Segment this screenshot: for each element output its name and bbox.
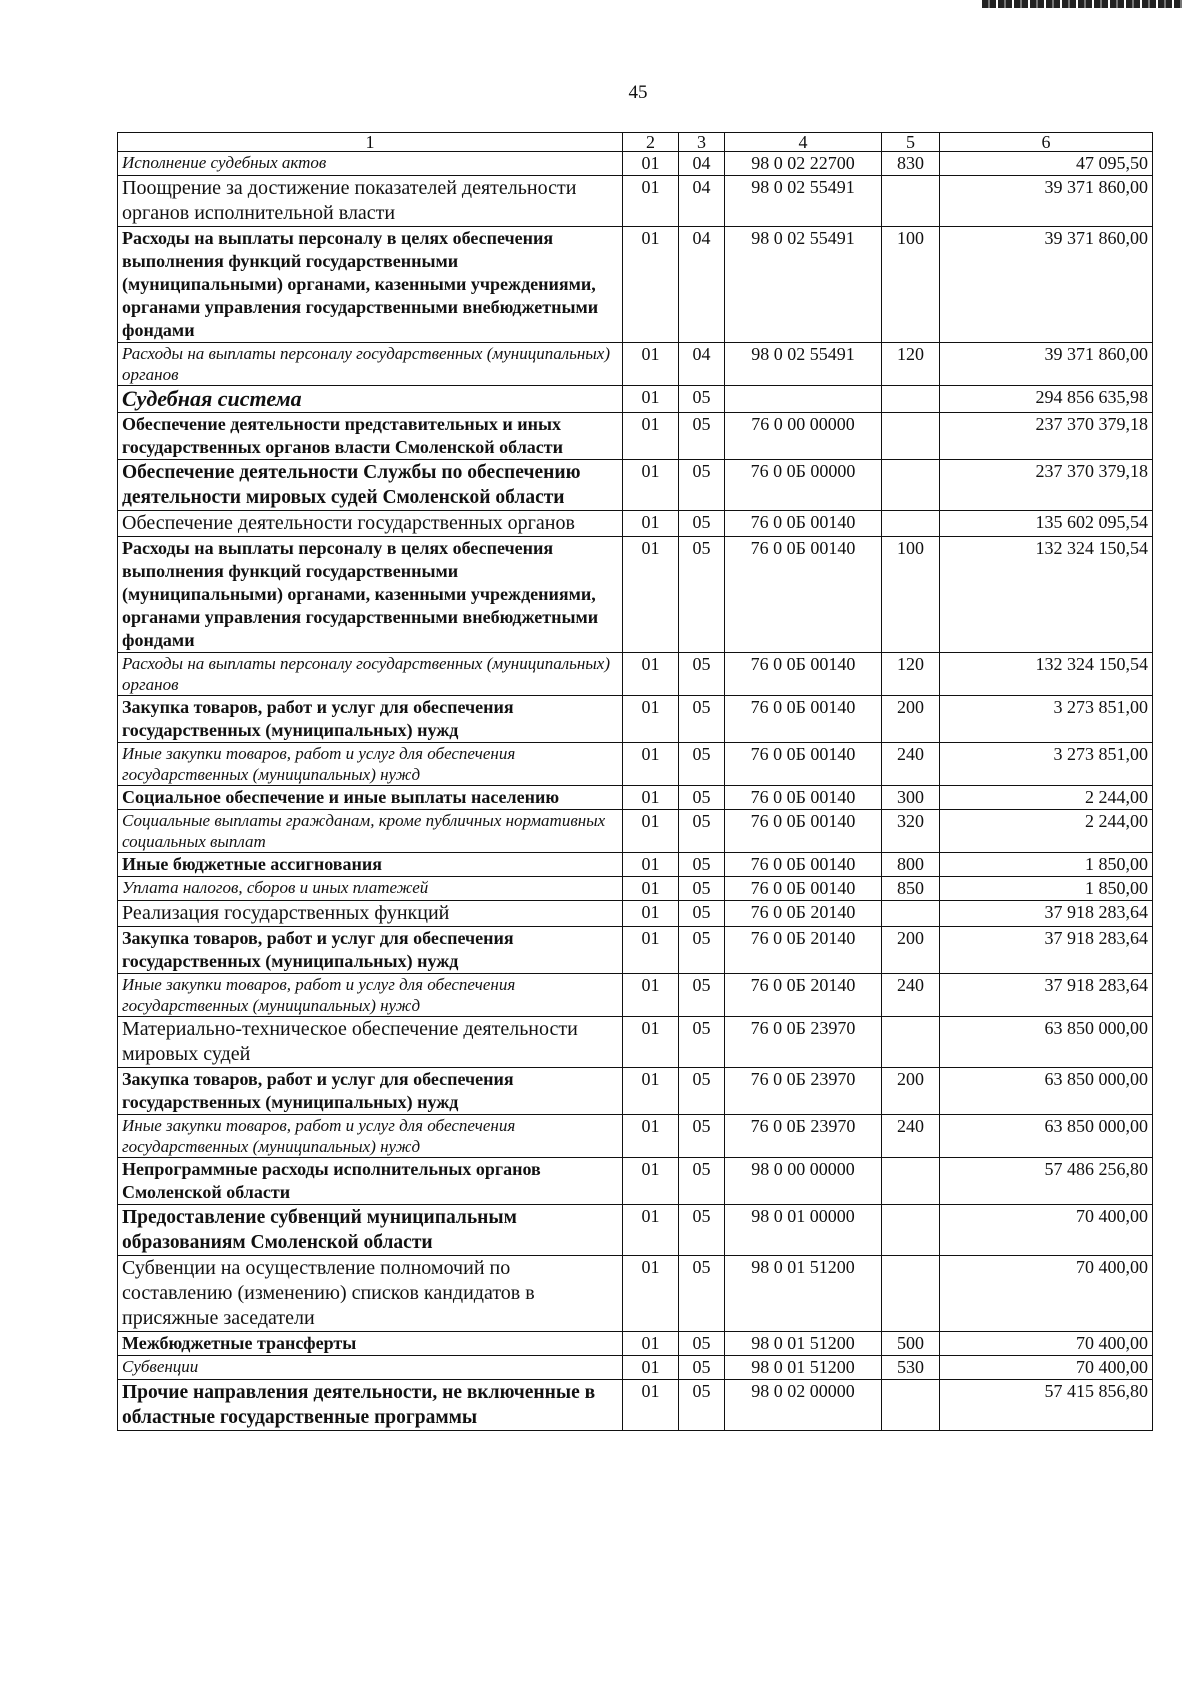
row-target-article: 76 0 0Б 00140	[725, 511, 882, 537]
row-name: Иные закупки товаров, работ и услуг для обеспечения государственных (муниципальных) нужд	[118, 1115, 623, 1158]
row-expense-type: 100	[882, 227, 940, 343]
table-row	[118, 927, 1153, 974]
row-section-code: 01	[623, 1256, 679, 1332]
row-target-article: 76 0 0Б 00140	[725, 853, 882, 877]
row-name: Прочие направления деятельности, не включенные в областные государственные программы	[118, 1380, 623, 1431]
row-name: Иные закупки товаров, работ и услуг для обеспечения государственных (муниципальных) нужд	[118, 743, 623, 786]
row-target-article: 98 0 02 55491	[725, 343, 882, 386]
row-amount: 47 095,50	[940, 152, 1153, 176]
row-target-article: 76 0 0Б 00140	[725, 537, 882, 653]
table-row	[118, 1115, 1153, 1158]
row-subsection-code: 05	[679, 1017, 725, 1068]
row-expense-type: 530	[882, 1356, 940, 1380]
row-subsection-code: 04	[679, 227, 725, 343]
row-target-article: 76 0 0Б 20140	[725, 901, 882, 927]
row-section-code: 01	[623, 901, 679, 927]
row-amount: 37 918 283,64	[940, 927, 1153, 974]
row-target-article: 76 0 0Б 00140	[725, 653, 882, 696]
table-row	[118, 343, 1153, 386]
row-amount: 63 850 000,00	[940, 1115, 1153, 1158]
row-subsection-code: 04	[679, 152, 725, 176]
row-subsection-code: 05	[679, 786, 725, 810]
row-subsection-code: 05	[679, 1332, 725, 1356]
row-subsection-code: 05	[679, 1115, 725, 1158]
row-target-article: 98 0 00 00000	[725, 1158, 882, 1205]
table-row	[118, 1017, 1153, 1068]
header-cell: 6	[940, 133, 1153, 152]
table-row	[118, 227, 1153, 343]
row-target-article: 76 0 0Б 00140	[725, 696, 882, 743]
row-expense-type: 240	[882, 1115, 940, 1158]
row-section-code: 01	[623, 152, 679, 176]
header-cell: 2	[623, 133, 679, 152]
row-section-code: 01	[623, 853, 679, 877]
row-section-code: 01	[623, 413, 679, 460]
row-subsection-code: 05	[679, 974, 725, 1017]
row-expense-type: 500	[882, 1332, 940, 1356]
row-subsection-code: 05	[679, 460, 725, 511]
row-section-code: 01	[623, 696, 679, 743]
row-subsection-code: 04	[679, 343, 725, 386]
row-expense-type	[882, 413, 940, 460]
row-subsection-code: 05	[679, 810, 725, 853]
table-row	[118, 176, 1153, 227]
row-amount: 237 370 379,18	[940, 413, 1153, 460]
row-subsection-code: 05	[679, 927, 725, 974]
row-expense-type: 240	[882, 743, 940, 786]
row-amount: 1 850,00	[940, 877, 1153, 901]
row-expense-type: 320	[882, 810, 940, 853]
row-amount: 39 371 860,00	[940, 343, 1153, 386]
row-expense-type	[882, 1380, 940, 1431]
scan-edge-mark	[982, 0, 1182, 8]
table-row	[118, 974, 1153, 1017]
row-amount: 39 371 860,00	[940, 176, 1153, 227]
row-section-code: 01	[623, 927, 679, 974]
row-amount: 3 273 851,00	[940, 743, 1153, 786]
row-amount: 70 400,00	[940, 1356, 1153, 1380]
row-section-code: 01	[623, 1017, 679, 1068]
row-amount: 63 850 000,00	[940, 1068, 1153, 1115]
row-subsection-code: 05	[679, 1256, 725, 1332]
row-amount: 70 400,00	[940, 1205, 1153, 1256]
row-name: Непрограммные расходы исполнительных органов Смоленской области	[118, 1158, 623, 1205]
header-cell: 3	[679, 133, 725, 152]
row-target-article: 76 0 0Б 23970	[725, 1115, 882, 1158]
row-target-article: 76 0 00 00000	[725, 413, 882, 460]
table-row	[118, 511, 1153, 537]
budget-table	[117, 132, 1153, 1431]
row-subsection-code: 05	[679, 653, 725, 696]
row-amount: 57 415 856,80	[940, 1380, 1153, 1431]
row-name: Реализация государственных функций	[118, 901, 623, 927]
row-section-code: 01	[623, 1356, 679, 1380]
row-target-article: 76 0 0Б 00000	[725, 460, 882, 511]
row-expense-type	[882, 1017, 940, 1068]
row-amount: 70 400,00	[940, 1332, 1153, 1356]
table-row	[118, 696, 1153, 743]
row-name: Социальные выплаты гражданам, кроме публичных нормативных социальных выплат	[118, 810, 623, 853]
row-expense-type: 830	[882, 152, 940, 176]
row-section-code: 01	[623, 1068, 679, 1115]
row-subsection-code: 04	[679, 176, 725, 227]
table-row	[118, 877, 1153, 901]
table-row	[118, 653, 1153, 696]
row-subsection-code: 05	[679, 511, 725, 537]
row-expense-type: 240	[882, 974, 940, 1017]
row-section-code: 01	[623, 810, 679, 853]
row-target-article: 76 0 0Б 00140	[725, 786, 882, 810]
row-subsection-code: 05	[679, 743, 725, 786]
row-section-code: 01	[623, 537, 679, 653]
table-row	[118, 1158, 1153, 1205]
row-name: Субвенции	[118, 1356, 623, 1380]
row-subsection-code: 05	[679, 413, 725, 460]
row-name: Уплата налогов, сборов и иных платежей	[118, 877, 623, 901]
table-row	[118, 1332, 1153, 1356]
row-expense-type: 300	[882, 786, 940, 810]
row-name: Обеспечение деятельности государственных органов	[118, 511, 623, 537]
row-name: Межбюджетные трансферты	[118, 1332, 623, 1356]
row-expense-type: 100	[882, 537, 940, 653]
row-target-article: 98 0 01 00000	[725, 1205, 882, 1256]
row-amount: 135 602 095,54	[940, 511, 1153, 537]
row-name: Обеспечение деятельности Службы по обеспечению деятельности мировых судей Смоленской области	[118, 460, 623, 511]
row-target-article: 76 0 0Б 20140	[725, 927, 882, 974]
table-row	[118, 152, 1153, 176]
table-row	[118, 1256, 1153, 1332]
row-section-code: 01	[623, 786, 679, 810]
row-section-code: 01	[623, 743, 679, 786]
row-amount: 63 850 000,00	[940, 1017, 1153, 1068]
row-expense-type	[882, 1256, 940, 1332]
table-row	[118, 537, 1153, 653]
row-amount: 37 918 283,64	[940, 901, 1153, 927]
row-amount: 70 400,00	[940, 1256, 1153, 1332]
row-subsection-code: 05	[679, 696, 725, 743]
row-name: Закупка товаров, работ и услуг для обеспечения государственных (муниципальных) нужд	[118, 927, 623, 974]
row-name: Материально-техническое обеспечение деятельности мировых судей	[118, 1017, 623, 1068]
row-target-article: 98 0 01 51200	[725, 1256, 882, 1332]
row-subsection-code: 05	[679, 853, 725, 877]
row-section-code: 01	[623, 386, 679, 413]
row-expense-type	[882, 511, 940, 537]
row-amount: 3 273 851,00	[940, 696, 1153, 743]
row-section-code: 01	[623, 974, 679, 1017]
header-row	[118, 133, 1153, 152]
table-row	[118, 1068, 1153, 1115]
row-expense-type: 800	[882, 853, 940, 877]
row-expense-type: 200	[882, 696, 940, 743]
table-row	[118, 386, 1153, 413]
row-target-article: 76 0 0Б 23970	[725, 1017, 882, 1068]
row-target-article: 98 0 01 51200	[725, 1332, 882, 1356]
row-section-code: 01	[623, 227, 679, 343]
row-expense-type	[882, 176, 940, 227]
row-target-article: 76 0 0Б 20140	[725, 974, 882, 1017]
row-expense-type	[882, 386, 940, 413]
page-number: 45	[628, 82, 648, 103]
row-target-article: 98 0 02 22700	[725, 152, 882, 176]
header-cell: 1	[118, 133, 623, 152]
row-amount: 237 370 379,18	[940, 460, 1153, 511]
row-name: Расходы на выплаты персоналу государственных (муниципальных) органов	[118, 343, 623, 386]
row-target-article: 76 0 0Б 00140	[725, 743, 882, 786]
row-expense-type: 120	[882, 343, 940, 386]
row-target-article	[725, 386, 882, 413]
row-section-code: 01	[623, 511, 679, 537]
row-amount: 57 486 256,80	[940, 1158, 1153, 1205]
row-subsection-code: 05	[679, 1356, 725, 1380]
row-section-code: 01	[623, 1205, 679, 1256]
row-section-code: 01	[623, 1115, 679, 1158]
budget-table-body	[118, 133, 1153, 1431]
row-subsection-code: 05	[679, 1068, 725, 1115]
row-target-article: 76 0 0Б 00140	[725, 810, 882, 853]
table-row	[118, 1380, 1153, 1431]
table-row	[118, 901, 1153, 927]
table-row	[118, 413, 1153, 460]
row-amount: 132 324 150,54	[940, 537, 1153, 653]
row-expense-type: 850	[882, 877, 940, 901]
row-section-code: 01	[623, 176, 679, 227]
row-name: Закупка товаров, работ и услуг для обеспечения государственных (муниципальных) нужд	[118, 696, 623, 743]
table-row	[118, 810, 1153, 853]
row-section-code: 01	[623, 1332, 679, 1356]
row-name: Закупка товаров, работ и услуг для обеспечения государственных (муниципальных) нужд	[118, 1068, 623, 1115]
row-section-code: 01	[623, 877, 679, 901]
row-target-article: 98 0 01 51200	[725, 1356, 882, 1380]
row-amount: 2 244,00	[940, 786, 1153, 810]
row-name: Социальное обеспечение и иные выплаты населению	[118, 786, 623, 810]
table-row	[118, 743, 1153, 786]
row-name: Иные бюджетные ассигнования	[118, 853, 623, 877]
header-cell: 4	[725, 133, 882, 152]
row-subsection-code: 05	[679, 386, 725, 413]
row-target-article: 98 0 02 55491	[725, 227, 882, 343]
row-section-code: 01	[623, 460, 679, 511]
row-amount: 2 244,00	[940, 810, 1153, 853]
row-amount: 37 918 283,64	[940, 974, 1153, 1017]
row-target-article: 98 0 02 00000	[725, 1380, 882, 1431]
table-row	[118, 1356, 1153, 1380]
row-name: Расходы на выплаты персоналу государственных (муниципальных) органов	[118, 653, 623, 696]
header-cell: 5	[882, 133, 940, 152]
row-name: Иные закупки товаров, работ и услуг для обеспечения государственных (муниципальных) нужд	[118, 974, 623, 1017]
row-amount: 132 324 150,54	[940, 653, 1153, 696]
row-name: Судебная система	[118, 386, 623, 413]
row-name: Обеспечение деятельности представительных и иных государственных органов власти Смоленской области	[118, 413, 623, 460]
row-expense-type	[882, 460, 940, 511]
row-subsection-code: 05	[679, 1205, 725, 1256]
row-subsection-code: 05	[679, 901, 725, 927]
row-subsection-code: 05	[679, 537, 725, 653]
row-name: Поощрение за достижение показателей деятельности органов исполнительной власти	[118, 176, 623, 227]
row-subsection-code: 05	[679, 1158, 725, 1205]
row-expense-type	[882, 901, 940, 927]
row-target-article: 98 0 02 55491	[725, 176, 882, 227]
row-expense-type	[882, 1205, 940, 1256]
row-section-code: 01	[623, 343, 679, 386]
row-subsection-code: 05	[679, 1380, 725, 1431]
row-amount: 294 856 635,98	[940, 386, 1153, 413]
row-expense-type: 200	[882, 927, 940, 974]
table-row	[118, 460, 1153, 511]
row-name: Исполнение судебных актов	[118, 152, 623, 176]
row-name: Расходы на выплаты персоналу в целях обеспечения выполнения функций государственными (муниципальными) органами, казенными учреждениями, органами управления государственными внебюджетными фондами	[118, 227, 623, 343]
row-amount: 1 850,00	[940, 853, 1153, 877]
row-target-article: 76 0 0Б 23970	[725, 1068, 882, 1115]
row-expense-type: 120	[882, 653, 940, 696]
table-row	[118, 786, 1153, 810]
row-expense-type: 200	[882, 1068, 940, 1115]
row-name: Расходы на выплаты персоналу в целях обеспечения выполнения функций государственными (муниципальными) органами, казенными учреждениями, органами управления государственными внебюджетными фондами	[118, 537, 623, 653]
table-row	[118, 1205, 1153, 1256]
row-section-code: 01	[623, 653, 679, 696]
row-amount: 39 371 860,00	[940, 227, 1153, 343]
row-name: Предоставление субвенций муниципальным образованиям Смоленской области	[118, 1205, 623, 1256]
row-subsection-code: 05	[679, 877, 725, 901]
table-row	[118, 853, 1153, 877]
row-section-code: 01	[623, 1158, 679, 1205]
row-name: Субвенции на осуществление полномочий по составлению (изменению) списков кандидатов в присяжные заседатели	[118, 1256, 623, 1332]
row-target-article: 76 0 0Б 00140	[725, 877, 882, 901]
row-section-code: 01	[623, 1380, 679, 1431]
row-expense-type	[882, 1158, 940, 1205]
